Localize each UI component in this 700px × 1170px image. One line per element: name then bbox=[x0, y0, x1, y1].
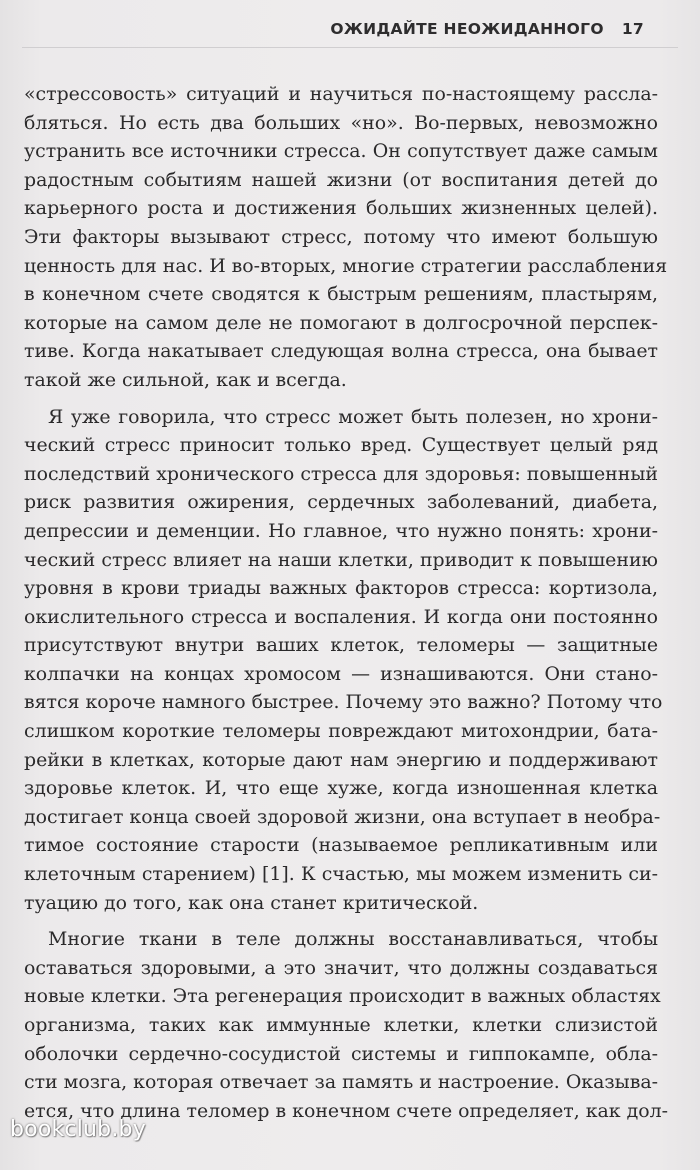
text-line: сти мозга, которая отвечает за память и настроение. Оказыва- bbox=[24, 1071, 658, 1094]
running-title: ОЖИДАЙТЕ НЕОЖИДАННОГО bbox=[330, 20, 604, 38]
text-line: слишком короткие теломеры повреждают митохондрии, бата- bbox=[24, 720, 658, 743]
text-line: ценность для нас. И во-вторых, многие стратегии расслабления bbox=[24, 254, 668, 277]
text-line: вятся короче намного быстрее. Почему это важно? Потому что bbox=[24, 691, 663, 714]
text-line: ческий стресс влияет на наши клетки, приводит к повышению bbox=[24, 548, 658, 571]
text-line: устранить все источники стресса. Он сопутствует даже самым bbox=[24, 140, 658, 163]
text-line: уровня в крови триады важных факторов стресса: кортизола, bbox=[24, 577, 658, 600]
text-line: радостным событиям нашей жизни (от воспитания детей до bbox=[24, 168, 658, 191]
text-line: клеточным старением) [1]. К счастью, мы можем изменить си- bbox=[24, 863, 658, 886]
text-line: Я уже говорила, что стресс может быть полезен, но хрони- bbox=[48, 405, 658, 428]
text-line: достигает конца своей здоровой жизни, она вступает в необра- bbox=[24, 805, 661, 828]
text-line: такой же сильной, как и всегда. bbox=[24, 368, 347, 391]
running-head bbox=[330, 14, 644, 44]
paragraph bbox=[24, 80, 668, 395]
text-line: в конечном счете сводятся к быстрым решениям, пластырям, bbox=[24, 283, 658, 306]
watermark: bookclub.by bbox=[10, 1117, 146, 1142]
text-line: присутствуют внутри ваших клеток, теломеры — защитные bbox=[24, 634, 658, 657]
text-line: Эти факторы вызывают стресс, потому что имеют большую bbox=[24, 225, 658, 248]
text-line: организма, таких как иммунные клетки, клетки слизистой bbox=[24, 1014, 658, 1036]
paragraph bbox=[24, 925, 669, 1125]
text-line: Многие ткани в теле должны восстанавливаться, чтобы bbox=[48, 928, 658, 951]
text-line: туацию до того, как она станет критической. bbox=[24, 891, 479, 914]
text-line: рейки в клетках, которые дают нам энергию и поддерживают bbox=[24, 748, 658, 771]
text-line: депрессии и деменции. Но главное, что нужно понять: хрони- bbox=[24, 519, 658, 542]
text-line: колпачки на концах хромосом — изнашиваются. Они стано- bbox=[24, 662, 658, 685]
paragraph bbox=[24, 403, 663, 918]
page-number: 17 bbox=[621, 20, 644, 38]
text-line: последствий хронического стресса для здоровья: повышенный bbox=[24, 462, 658, 485]
text-line: тимое состояние старости (называемое репликативным или bbox=[24, 834, 658, 857]
text-line: «стрессовость» ситуаций и научиться по-настоящему рассла- bbox=[24, 83, 658, 105]
text-line: окислительного стресса и воспаления. И когда они постоянно bbox=[24, 605, 658, 628]
text-line: ческий стресс приносит только вред. Существует целый ряд bbox=[24, 434, 658, 457]
body-text bbox=[24, 80, 669, 1133]
text-line: новые клетки. Эта регенерация происходит в важных областях bbox=[24, 985, 661, 1008]
text-line: здоровье клеток. И, что еще хуже, когда изношенная клетка bbox=[24, 777, 658, 800]
text-line: ется, что длина теломер в конечном счете определяет, как дол- bbox=[24, 1099, 669, 1122]
text-line: оболочки сердечно-сосудистой системы и гиппокампе, обла- bbox=[24, 1042, 658, 1065]
text-line: бляться. Но есть два больших «но». Во-первых, невозможно bbox=[24, 111, 658, 134]
text-line: оставаться здоровыми, а это значит, что должны создаваться bbox=[24, 956, 658, 979]
text-line: карьерного роста и достижения больших жизненных целей). bbox=[24, 197, 658, 220]
text-line: риск развития ожирения, сердечных заболеваний, диабета, bbox=[24, 491, 658, 514]
header-rule bbox=[22, 47, 678, 48]
text-line: которые на самом деле не помогают в долгосрочной перспек- bbox=[24, 311, 658, 334]
text-line: тиве. Когда накатывает следующая волна стресса, она бывает bbox=[24, 340, 658, 363]
